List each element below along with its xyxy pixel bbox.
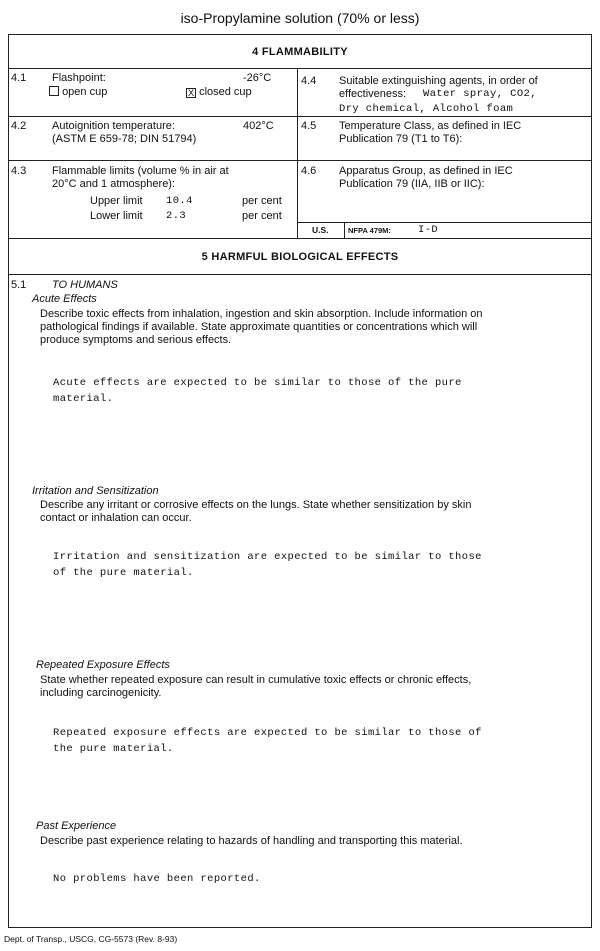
apparatus-group-label-line2: Publication 79 (IIA, IIB or IIC): xyxy=(339,178,485,190)
acute-answer-line1: Acute effects are expected to be similar to those of the pure xyxy=(53,377,462,389)
repeated-instruction-line1: State whether repeated exposure can result in cumulative toxic effects or chronic effects, xyxy=(40,674,472,686)
lower-limit-value: 2.3 xyxy=(166,210,187,222)
temperature-class-label-line1: Temperature Class, as defined in IEC xyxy=(339,120,522,132)
irritation-answer-line1: Irritation and sensitization are expected to be similar to those xyxy=(53,551,482,563)
past-experience-instruction: Describe past experience relating to hazards of handling and transporting this material. xyxy=(40,835,463,847)
past-experience-heading: Past Experience xyxy=(36,820,117,832)
divider xyxy=(8,68,592,69)
to-humans-heading: TO HUMANS xyxy=(52,279,118,291)
open-cup-option xyxy=(49,86,107,99)
repeated-answer-line2: the pure material. xyxy=(53,743,174,755)
upper-limit-value: 10.4 xyxy=(166,195,193,207)
section-5-header: 5 HARMFUL BIOLOGICAL EFFECTS xyxy=(201,251,399,263)
nfpa-label: NFPA 479M: xyxy=(348,226,391,235)
acute-instruction-line1: Describe toxic effects from inhalation, ingestion and skin absorption. Include information on xyxy=(40,308,483,320)
item-number-4-3: 4.3 xyxy=(11,165,27,177)
apparatus-group-label-line1: Apparatus Group, as defined in IEC xyxy=(339,165,513,177)
autoignition-label: Autoignition temperature: xyxy=(52,120,175,132)
divider xyxy=(8,160,298,161)
item-number-4-1: 4.1 xyxy=(11,72,27,84)
closed-cup-option xyxy=(186,86,252,99)
lower-limit-unit: per cent xyxy=(242,210,282,222)
lower-limit-label: Lower limit xyxy=(90,210,143,222)
upper-limit-unit: per cent xyxy=(242,195,282,207)
closed-cup-checkbox: X xyxy=(187,88,194,98)
form-footer: Dept. of Transp., USCG, CG-5573 (Rev. 8-93) xyxy=(4,934,178,944)
open-cup-label: open cup xyxy=(62,86,108,98)
flammable-limits-label-line1: Flammable limits (volume % in air at xyxy=(52,165,229,177)
extinguishing-label-line1: Suitable extinguishing agents, in order of xyxy=(339,75,538,87)
item-number-4-2: 4.2 xyxy=(11,120,27,132)
divider xyxy=(297,160,592,161)
divider xyxy=(8,238,592,239)
open-cup-checkbox xyxy=(49,86,59,96)
repeated-exposure-heading: Repeated Exposure Effects xyxy=(36,659,170,671)
item-number-4-5: 4.5 xyxy=(301,120,317,132)
irritation-heading: Irritation and Sensitization xyxy=(32,485,159,497)
acute-effects-heading: Acute Effects xyxy=(32,293,97,305)
flashpoint-value: -26°C xyxy=(243,72,272,84)
divider xyxy=(297,222,592,223)
past-experience-answer: No problems have been reported. xyxy=(53,873,261,885)
extinguishing-label-line2: effectiveness: xyxy=(339,88,407,100)
item-number-4-6: 4.6 xyxy=(301,165,317,177)
irritation-instruction-line1: Describe any irritant or corrosive effects on the lungs. State whether sensitization by skin xyxy=(40,499,472,511)
nfpa-value: I-D xyxy=(418,224,439,236)
repeated-answer-line1: Repeated exposure effects are expected to be similar to those of xyxy=(53,727,482,739)
closed-cup-label: closed cup xyxy=(199,86,252,98)
divider xyxy=(344,222,345,238)
acute-answer-line2: material. xyxy=(53,393,114,405)
irritation-answer-line2: of the pure material. xyxy=(53,567,194,579)
extinguishing-value-line1: Water spray, CO2, xyxy=(423,88,537,100)
column-divider xyxy=(297,68,298,238)
extinguishing-value-line2: Dry chemical, Alcohol foam xyxy=(339,103,514,115)
us-label: U.S. xyxy=(312,225,329,235)
acute-instruction-line3: produce symptoms and serious effects. xyxy=(40,334,232,346)
item-number-5-1: 5.1 xyxy=(11,279,27,291)
divider xyxy=(8,274,592,275)
item-number-4-4: 4.4 xyxy=(301,75,317,87)
repeated-instruction-line2: including carcinogenicity. xyxy=(40,687,162,699)
temperature-class-label-line2: Publication 79 (T1 to T6): xyxy=(339,133,463,145)
autoignition-reference: (ASTM E 659-78; DIN 51794) xyxy=(52,133,197,145)
acute-instruction-line2: pathological findings if available. State approximate quantities or concentrations which will xyxy=(40,321,478,333)
page-title: iso-Propylamine solution (70% or less) xyxy=(180,10,420,26)
flammable-limits-label-line2: 20°C and 1 atmosphere): xyxy=(52,178,176,190)
autoignition-value: 402°C xyxy=(243,120,274,132)
flashpoint-label: Flashpoint: xyxy=(52,72,106,84)
irritation-instruction-line2: contact or inhalation can occur. xyxy=(40,512,192,524)
upper-limit-label: Upper limit xyxy=(90,195,143,207)
section-4-header: 4 FLAMMABILITY xyxy=(252,46,348,58)
divider xyxy=(8,116,298,117)
divider xyxy=(297,116,592,117)
